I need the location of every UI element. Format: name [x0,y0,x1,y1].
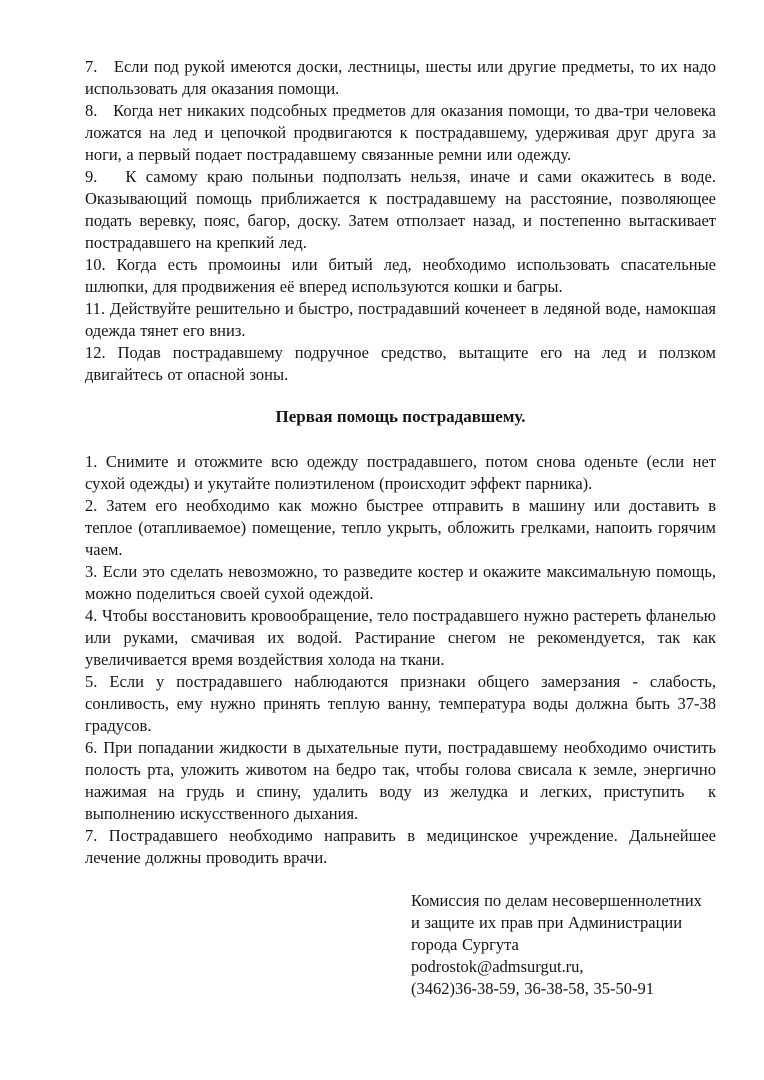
list-item-7: 7. Если под рукой имеются доски, лестницы, шесты или другие предметы, то их надо использовать для оказания помощи. [85,57,716,98]
first-aid-list [85,451,716,869]
signature-line-phones: (3462)36-38-59, 36-38-58, 35-50-91 [411,979,654,998]
list-item-11: 11. Действуйте решительно и быстро, пострадавший коченеет в ледяной воде, намокшая одежда тянет его вниз. [85,299,716,340]
signature-line-email: podrostok@admsurgut.ru, [411,957,584,976]
list-item-10: 10. Когда есть промоины или битый лед, необходимо использовать спасательные шлюпки, для продвижения её вперед используются кошки и багры. [85,255,716,296]
list-item-7-aid: 7. Пострадавшего необходимо направить в медицинское учреждение. Дальнейшее лечение должны проводить врачи. [85,826,716,867]
signature-line-organization: Комиссия по делам несовершеннолетних [411,891,702,910]
list-item-6: 6. При попадании жидкости в дыхательные пути, пострадавшему необходимо очистить полость рта, уложить животом на бедро так, чтобы голова свисала к земле, энергично нажимая на грудь и спину, удалить воду из желудка и легких, приступить к выполнению искусственного дыхания. [85,738,716,823]
list-item-3: 3. Если это сделать невозможно, то разведите костер и окажите максимальную помощь, можно поделиться своей сухой одеждой. [85,562,716,603]
signature-line-city: города Сургута [411,935,519,954]
list-item-4: 4. Чтобы восстановить кровообращение, тело пострадавшего нужно растереть фланелью или руками, смачивая их водой. Растирание снегом не рекомендуется, так как увеличивается время воздействия холода на ткани. [85,606,716,669]
list-item-9: 9. К самому краю полыньи подползать нельзя, иначе и сами окажитесь в воде. Оказывающий помощь приближается к пострадавшему на расстояние, позволяющее подать веревку, пояс, багор, доску. Затем отползает назад, и постепенно вытаскивает пострадавшего на крепкий лед. [85,167,716,252]
list-item-8: 8. Когда нет никаких подсобных предметов для оказания помощи, то два-три человека ложатся на лед и цепочкой продвигаются к пострадавшему, удерживая друг друга за ноги, а первый подает пострадавшему связанные ремни или одежду. [85,101,716,164]
signature-line-organization-2: и защите их прав при Администрации [411,913,683,932]
signature-block [411,890,716,1000]
list-item-1: 1. Снимите и отожмите всю одежду пострадавшего, потом снова оденьте (если нет сухой одежды) и укутайте полиэтиленом (происходит эффект парника). [85,452,716,493]
rescue-instructions-list [85,56,716,386]
section-heading: Первая помощь пострадавшему. [275,407,526,426]
list-item-2: 2. Затем его необходимо как можно быстрее отправить в машину или доставить в теплое (отапливаемое) помещение, тепло укрыть, обложить грелками, напоить горячим чаем. [85,496,716,559]
list-item-5: 5. Если у пострадавшего наблюдаются признаки общего замерзания - слабость, сонливость, ему нужно принять теплую ванну, температура воды должна быть 37-38 градусов. [85,672,716,735]
list-item-12: 12. Подав пострадавшему подручное средство, вытащите его на лед и ползком двигайтесь от опасной зоны. [85,343,716,384]
